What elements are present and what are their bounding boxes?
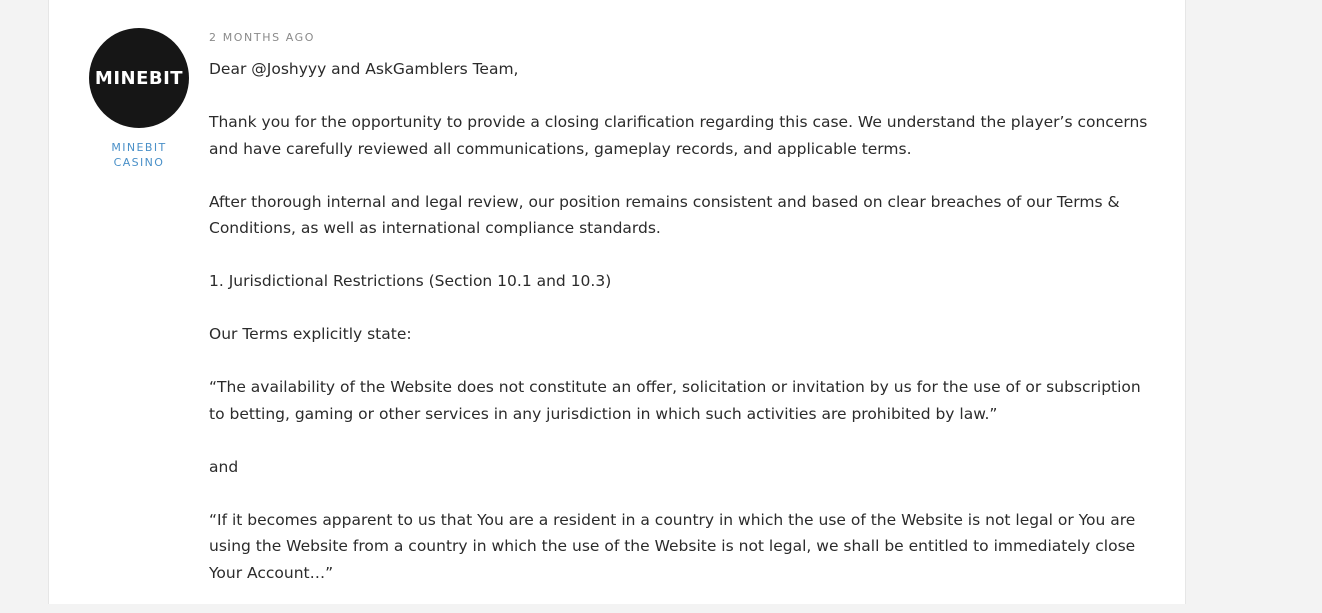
paragraph-review: After thorough internal and legal review, our position remains consistent and based on clear breaches of our Terms & Conditions, as well as international compliance standards. xyxy=(209,192,1120,237)
comment-content xyxy=(209,30,1159,613)
paragraph-greeting: Dear @Joshyyy and AskGamblers Team, xyxy=(209,60,519,78)
paragraph-section-heading: 1. Jurisdictional Restrictions (Section 10.1 and 10.3) xyxy=(209,272,612,290)
paragraph-thanks: Thank you for the opportunity to provide a closing clarification regarding this case. We understand the player’s concerns and have carefully reviewed all communications, gameplay records, and applicable terms. xyxy=(209,113,1148,158)
author-name-line2: CASINO xyxy=(113,156,165,169)
paragraph-terms-intro: Our Terms explicitly state: xyxy=(209,325,412,343)
minebit-logo: MINEBIT xyxy=(94,67,184,89)
post-timestamp: 2 MONTHS AGO xyxy=(209,31,316,44)
avatar[interactable] xyxy=(89,28,189,128)
paragraph-quote-1: “The availability of the Website does not constitute an offer, solicitation or invitation by us for the use of or subscription to betting, gaming or other services in any jurisdiction in which such activities are prohibited by law.” xyxy=(209,378,1141,423)
comment-card xyxy=(48,0,1186,604)
author-name-link[interactable] xyxy=(89,140,189,170)
paragraph-quote-2: “If it becomes apparent to us that You are a resident in a country in which the use of the Website is not legal or You are using the Website from a country in which the use of the Website is not legal, we shall be entitled to immediately close Your Account…” xyxy=(209,510,1136,582)
author-block xyxy=(89,28,189,170)
author-name-line1: MINEBIT xyxy=(111,141,167,154)
paragraph-and: and xyxy=(209,457,239,476)
